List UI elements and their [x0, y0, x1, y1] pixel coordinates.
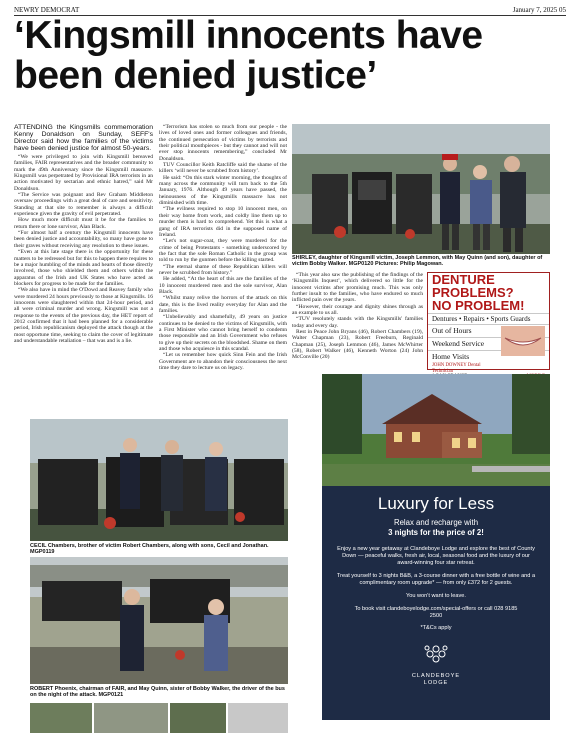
paragraph: “We also have in mind the O'Dowd and Reavey family who were murdered 24 hours previously to those at Kingsmills. 16 innocents were slaughtered within that 24-hour period, and all were criminal murder and wrong. Kingsmill was not a response to the events of the previous day, the HET report of 2012 confirmed that it had been planned for a considerable period, Irish republicanism deployed the attack though at the most opportune time, seeking to claim the cover of legitimate and understandable retaliation – that was and is a lie. — [14, 287, 153, 344]
paragraph: “Let's not sugar-coat, they were murdered for the crime of being Protestants - something underscored by the fact that the sole Roman Catholic in the group was told to run by the gunmen before the killing started. — [159, 238, 287, 264]
lodge-ad-body1: Enjoy a new year getaway at Clandeboye Lodge and explore the best of County Down — peaceful walks, fresh air, local, seasonal food and the luxury of our award-winning four star retreat. — [337, 546, 535, 566]
smile-icon — [501, 326, 545, 356]
lodge-ad-logo2: LODGE — [423, 679, 449, 686]
paragraph: “Unbelievably and shamefully, 49 years on justice continues to be denied to the victims of Kingsmills, with a First Minister who cannot bring herself to condemn those responsible and an Irish Government who refuses to give up their secrets on the bloodshed. Shame on them and those who acquiesce in this scandal. — [159, 314, 287, 353]
denture-ad-line3: Home Visits — [428, 350, 549, 363]
denture-ad-title1: DENTURE PROBLEMS? — [428, 273, 549, 299]
denture-ad-technician: JOHN DOWNEY Dental Technician — [432, 363, 481, 374]
paragraph: “The evilness required to stop 10 innocent men, on their way home from work, and coldly line them up to murder them is hard to comprehend. Yet this is what a gang of IRA terrorists did in the supposed name of Ireland. — [159, 206, 287, 238]
paragraph: “TUV resolutely stands with the Kingsmills' families today and every day. — [292, 316, 423, 329]
denture-ad-line2: Weekend Service — [428, 337, 549, 350]
denture-ad-services: Dentures • Repairs • Sports Guards — [428, 313, 549, 324]
paragraph: Rest in Peace John Bryans (46), Robert Chambers (19), Walter Chapman (23), Robert Freeburn, Reginald Chapman (25), Joseph Lemmon (46), James McWhirter (58), Robert Walker (46), Kenneth Worton (24) John McConville (20) — [292, 329, 423, 361]
denture-ad-line1: Out of Hours — [428, 324, 549, 337]
paragraph: “Whilst many relive the horrors of the attack on this date, this is the lived reality everyday for Alan and the families. — [159, 295, 287, 314]
photo-strip-2 — [94, 703, 168, 733]
caption-mid-left — [30, 543, 288, 556]
photo-cecil-chambers — [30, 419, 288, 541]
paragraph: “Terrorism has stolen so much from our people - the lives of loved ones and former colleagues and friends, the continued persecution of victims by terrorists and their political mouthpieces - but they cannot and will not ever stop innocents remembering,” concluded Mr Donaldson. — [159, 124, 287, 162]
photo-strip-1 — [30, 703, 92, 733]
paragraph: “Let us remember how quick Sinn Fein and the Irish Government are to abandon their consciousness the next time they dare to lecture us on legacy. — [159, 352, 287, 372]
caption-top-right — [292, 255, 550, 268]
lodge-ad-sub1: Relax and recharge with — [393, 518, 479, 527]
lodge-ad-sub2: 3 nights for the price of 2! — [388, 527, 484, 537]
lodge-ad-headline: Luxury for Less — [377, 494, 495, 513]
caption-low-left — [30, 686, 288, 699]
paragraph: “Even at this late stage there is the opportunity for these matters to be redressed but for this to happen there requires to be a major humbling of the minds and hearts of those directly involved, those who shielded them and others within the apparatus of the Irish and UK States who have acted as blockers for progress to be made for the families. — [14, 249, 153, 287]
photo-memorial-top — [292, 124, 550, 254]
paragraph: He said: “On this stark winter morning, the thoughts of many across the community will turn back to the 5th January, 1976. Although 49 years have passed, the heinousness of the Kingsmills massacre has not diminished with time. — [159, 174, 287, 207]
photo-strip-4 — [228, 703, 288, 733]
photo-strip-3 — [170, 703, 226, 733]
denture-ad-title2: NO PROBLEM! — [432, 298, 525, 313]
paragraph: He added, “At the heart of this are the families of the 10 innocent murdered men and the sole survivor, Alan Black. — [159, 276, 287, 295]
denture-ad — [427, 272, 550, 374]
paragraph: “We were privileged to join with Kingsmill bereaved families, FAIR representatives and the broader community to mark the 49th Anniversary since the Kingsmill massacre. Kingsmill was perpetrated by Provisional IRA terrorists in an action motivated by sectarian and ethnic hatred,” said Mr Donaldson. — [14, 154, 153, 192]
lodge-ad-body3: You won't want to leave. — [406, 593, 466, 599]
lodge-ad-logo1: CLANDEBOYE — [411, 672, 461, 679]
paragraph: ATTENDING the Kingsmills commemoration Kenny Donaldson on Sunday, SEFF's Director said how the families of the victims have been denied justice for almost 50-years. — [14, 124, 153, 152]
paragraph: “This year also saw the publishing of the findings of the ‘Kingsmills Inquest’, which delivered so little for the innocent victims after promising much. This was only further insult to the families, who have endured so much inflicted pain over the years. — [292, 272, 423, 304]
paragraph: How much more difficult must it be for the families to return there or lone survivor, Alan Black. — [14, 217, 153, 230]
headline: ‘Kingsmill innocents have been denied justice’ — [14, 14, 483, 97]
paragraph: “For almost half a century the Kingsmill innocents have been denied justice and accountability, so many have gone to their graves without receiving any resolution to these issues. — [14, 230, 153, 249]
paragraph: “The Service was poignant and Rev Graham Middleton oversaw proceedings with a great deal of care and sensitivity. Standing at that site to remember is always a difficult experience given the gravity of evil perpetrated. — [14, 192, 153, 218]
photo-lodge — [322, 374, 550, 486]
clandeboye-logo-icon — [421, 642, 451, 668]
lodge-ad-tcs: *T&Cs apply — [420, 625, 452, 631]
paragraph: “However, their courage and dignity shines through as an example to us all. — [292, 303, 423, 317]
caption-mid-left-text: CECIL Chambers, brother of victim Robert Chambers, along with sons, Cecil and Jonathan. MGP0119 — [30, 543, 269, 556]
date-page: January 7, 2025 05 — [512, 6, 566, 14]
lodge-ad-book: To book visit clandeboyelodge.com/special-offers or call 028 9185 2500 — [354, 606, 518, 619]
caption-top-right-text: SHIRLEY, daughter of Kingsmill victim, Joseph Lemmon, with May Quinn (and son), daughter of victim Bobby Walker. MGP0120 Pictures: Philip Magowan. — [292, 255, 543, 268]
article-column-3 — [292, 272, 423, 372]
paragraph: TUV Councillor Keith Ratcliffe said the shame of the killers ‘will never be scrubbed from history’. — [159, 162, 287, 175]
paragraph: “The eternal shame of these Republican killers will never be scrubbed from history.” — [159, 263, 287, 276]
caption-low-left-text: ROBERT Phoenix, chairman of FAIR, and May Quinn, sister of Bobby Walker, the driver of the bus on the night of the attack. MGP0121 — [30, 686, 285, 699]
lodge-ad — [322, 486, 550, 720]
photo-robert-phoenix — [30, 557, 288, 684]
article-column-1 — [14, 124, 153, 418]
lodge-ad-body2: Treat yourself to 3 nights B&B, a 3-course dinner with a free bottle of wine and a complimentary room upgrade* — from only £372 for 2 guests. — [336, 573, 536, 586]
article-column-2 — [159, 124, 287, 418]
paper-name: NEWRY DEMOCRAT — [14, 6, 80, 14]
